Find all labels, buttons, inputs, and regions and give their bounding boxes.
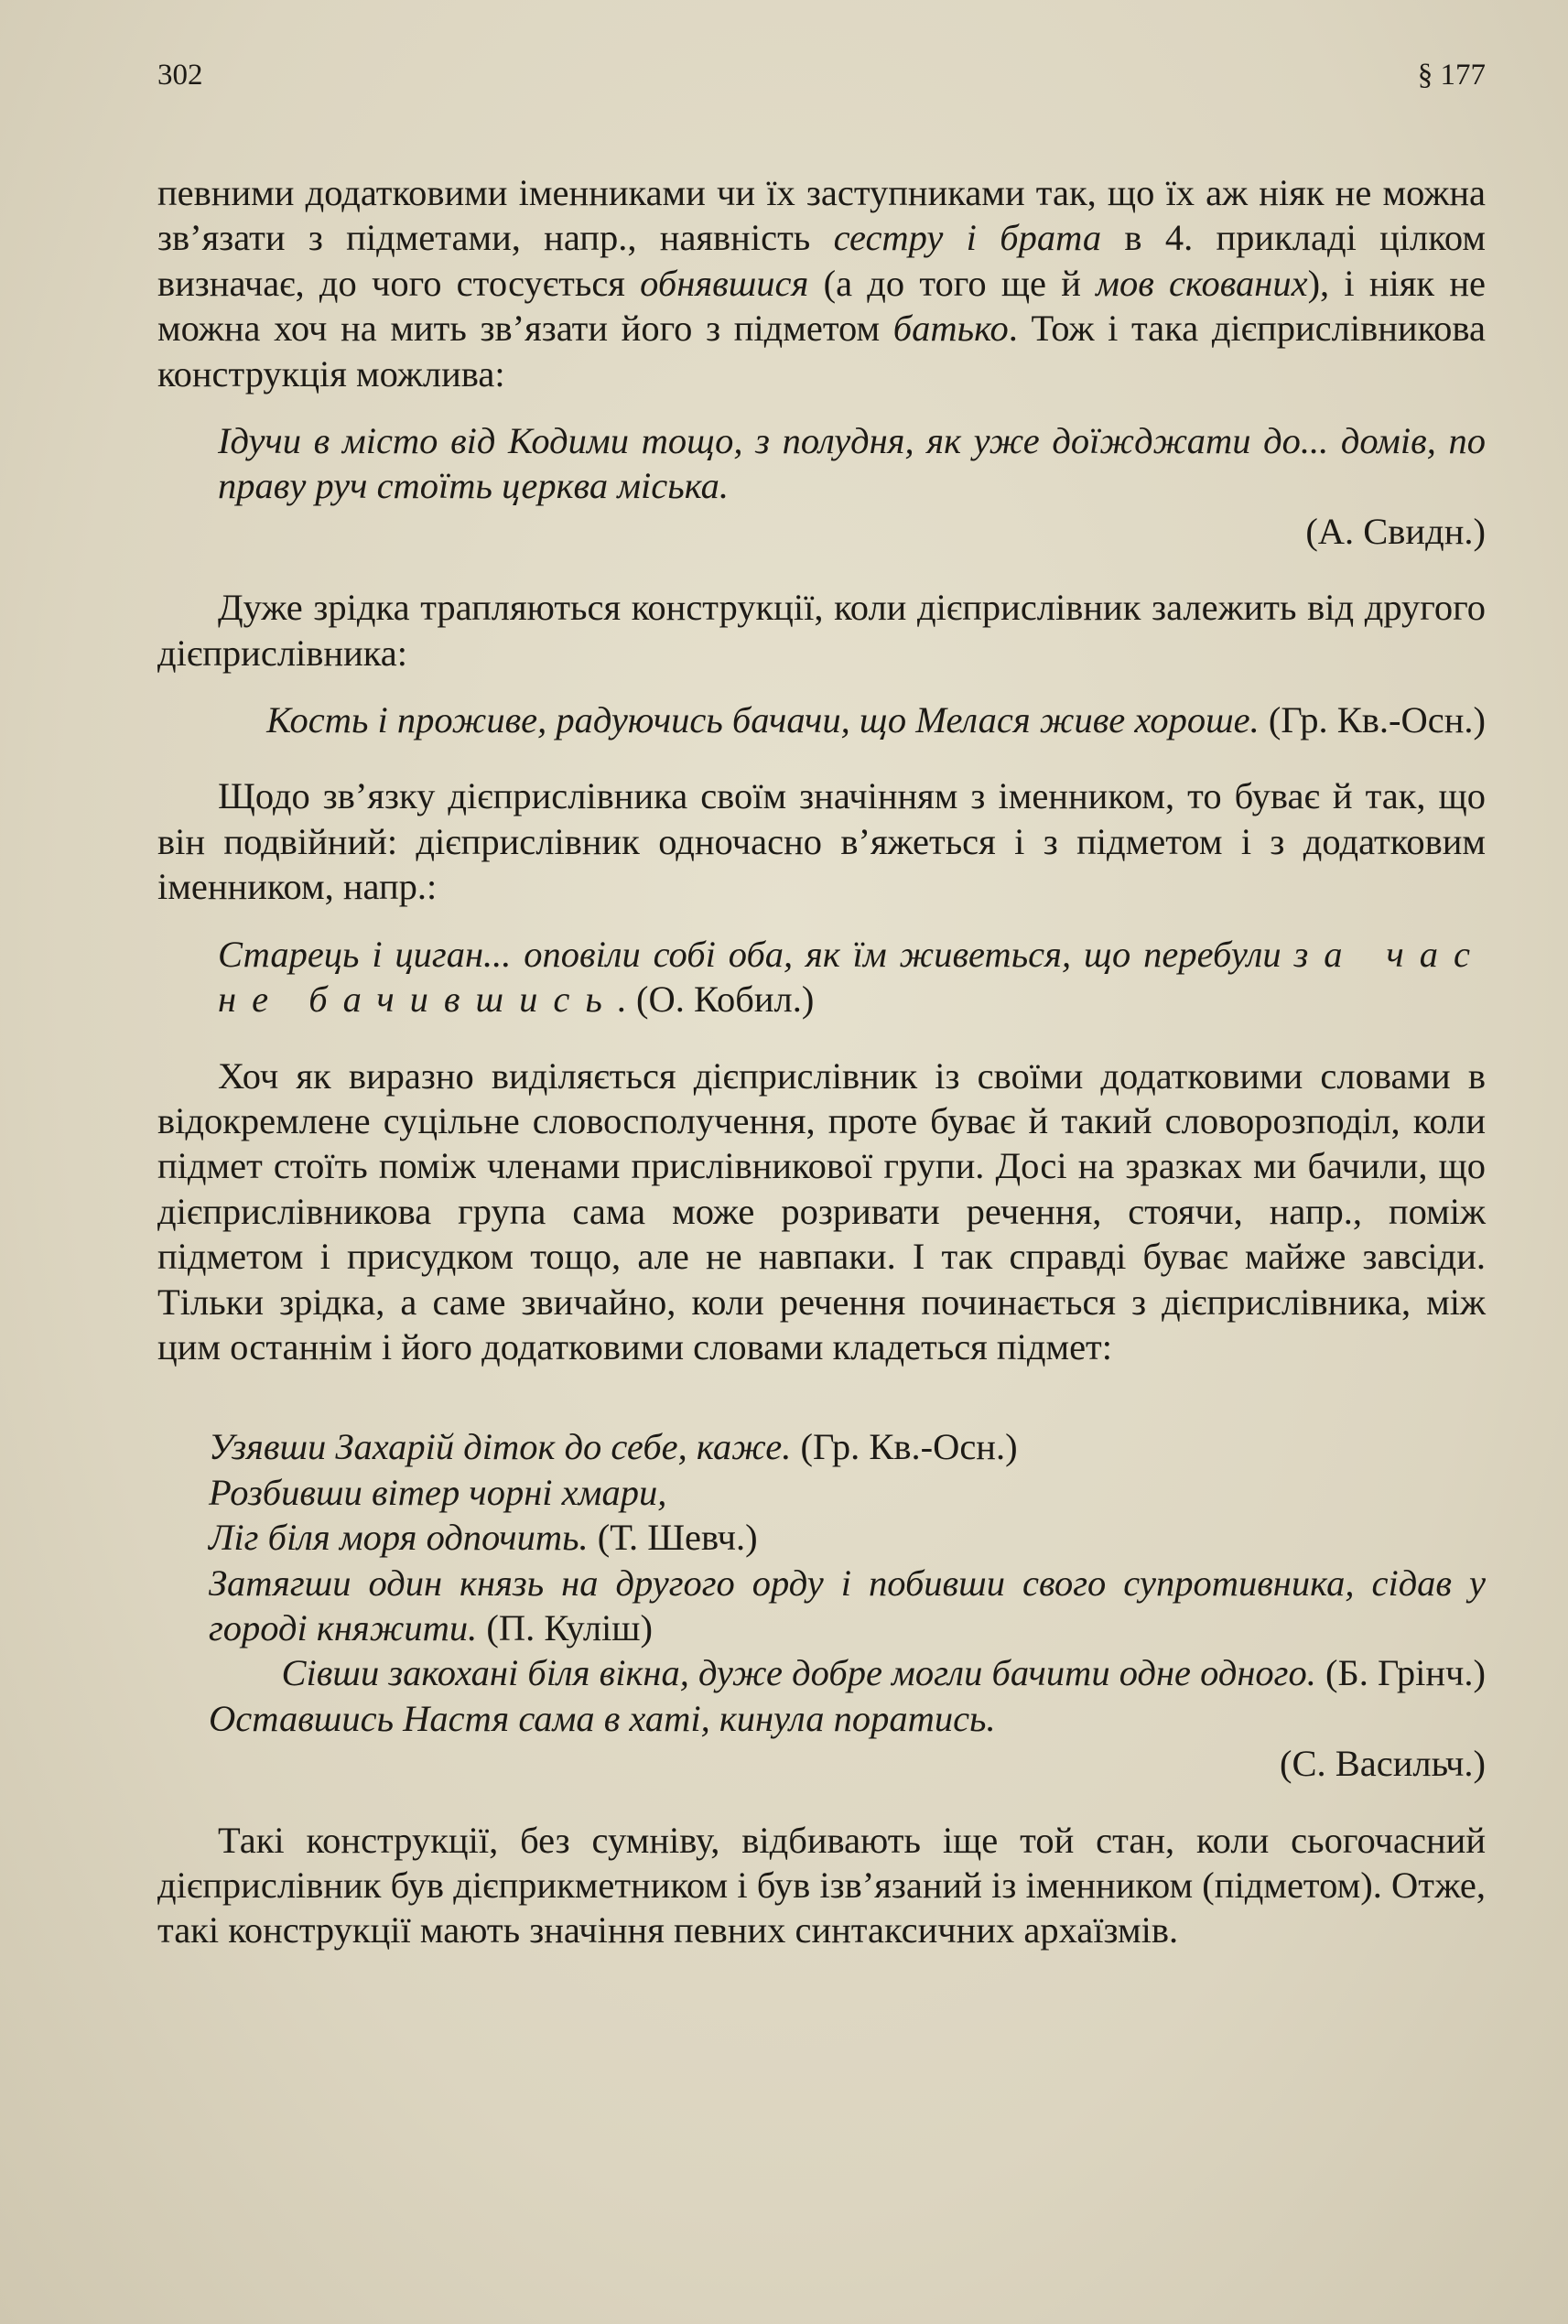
paragraph-2: Дуже зрідка трапляються конструкції, коли дієприслівник залежить від другого дієприслівника: [157, 587, 1486, 674]
spaced-emphasis: за час не бачившись [218, 933, 1486, 1021]
example-line [209, 1515, 1486, 1560]
example-source: (Т. Шевч.) [588, 1517, 758, 1559]
example-line [209, 1470, 1486, 1515]
example-quote: Ідучи в місто від Кодими тощо, з полудня, як уже доїжджати до... домів, по праву руч стоїть церква міська. [218, 420, 1486, 507]
text-run: певними додатковими іменниками чи їх заступниками так, що їх аж ніяк не можна зв’язати з підметами, напр., наявність [157, 172, 1486, 259]
text-run: ), і ніяк не можна хоч на мить зв’язати його з підметом [157, 262, 1486, 350]
example-line [209, 1561, 1486, 1651]
text-run: . Тож і така дієприслівникова конструкція можлива: [157, 308, 1486, 395]
example-source: (Б. Грінч.) [1315, 1652, 1486, 1694]
example-source: (С. Васильч.) [1280, 1743, 1486, 1785]
example-quote: Старець і циган... оповіли собі оба, як їм живеться, що перебули [218, 933, 1294, 975]
example-2 [157, 697, 1486, 742]
example-quote: Ліг біля моря одпочить. [209, 1517, 589, 1559]
page-number: 302 [157, 59, 203, 92]
example-quote: Затягши один князь на другого орду і побивши свого супротивника, сідав у городі княжити. [209, 1562, 1486, 1648]
example-line [209, 1696, 1486, 1787]
example-line [209, 1424, 1486, 1469]
example-quote: Розбивши вітер чорні хмари, [209, 1471, 667, 1513]
example-source: (О. Кобил.) [626, 978, 815, 1021]
example-source: (А. Свидн.) [1305, 510, 1486, 552]
text-run: (а до того ще й [808, 262, 1097, 304]
example-source: (Гр. Кв.-Осн.) [1259, 699, 1486, 741]
example-end: . [617, 978, 627, 1021]
text-run: в 4. прикладі цілком визначає, до чого стосується [157, 217, 1486, 304]
example-line [209, 1650, 1486, 1695]
paragraph-3: Щодо зв’язку дієприслівника своїм значінням з іменником, то буває й так, що він подвійний: дієприслівник одночасно в’яжеться і з підметом і з додатковим іменником, напр.: [157, 775, 1486, 908]
body-text [157, 170, 1486, 1953]
paragraph-5: Такі конструкції, без сумніву, відбивають іще той стан, коли сьогочасний дієприслівник був дієприкметником і був ізв’язаний із іменником (підметом). Отже, такі конструкції мають значіння певних синтаксичних архаїзмів. [157, 1819, 1486, 1951]
italic-run: обнявшися [640, 262, 809, 304]
example-source: (П. Куліш) [477, 1606, 653, 1648]
running-head [157, 48, 1486, 103]
example-quote: Сівши закохані біля вікна, дуже добре могли бачити одне одного. [281, 1652, 1316, 1694]
section-number: § 177 [1417, 59, 1486, 92]
example-source: (Гр. Кв.-Осн.) [791, 1426, 1018, 1468]
paragraph-1 [157, 170, 1486, 396]
example-1 [157, 418, 1486, 554]
italic-run: батько [892, 308, 1009, 350]
example-3 [157, 932, 1486, 1022]
paragraph-4: Хоч як виразно виділяється дієприслівник із своїми додатковими словами в відокремлене суцільне словосполучення, проте буває й такий словорозподіл, коли підмет стоїть поміж членами прислівникової групи. Досі на зразках ми бачили, що дієприслівникова група сама може розривати речення, стоячи, напр., поміж підметом і присудком тощо, але не навпаки. І так справді буває майже завсіди. Тільки зрідка, а саме звичайно, коли речення починається з дієприслівника, між цим останнім і його додатковими словами кладеться підмет: [157, 1054, 1486, 1367]
example-quote: Оставшись Настя сама в хаті, кинула поратись. [209, 1697, 996, 1739]
italic-run: мов скованих [1096, 262, 1308, 304]
example-quote: Узявши Захарій діток до себе, каже. [209, 1426, 792, 1468]
example-list [157, 1424, 1486, 1786]
italic-run: сестру і брата [833, 217, 1102, 259]
example-quote: Кость і проживе, радуючись бачачи, що Мелася живе хороше. [266, 699, 1260, 741]
